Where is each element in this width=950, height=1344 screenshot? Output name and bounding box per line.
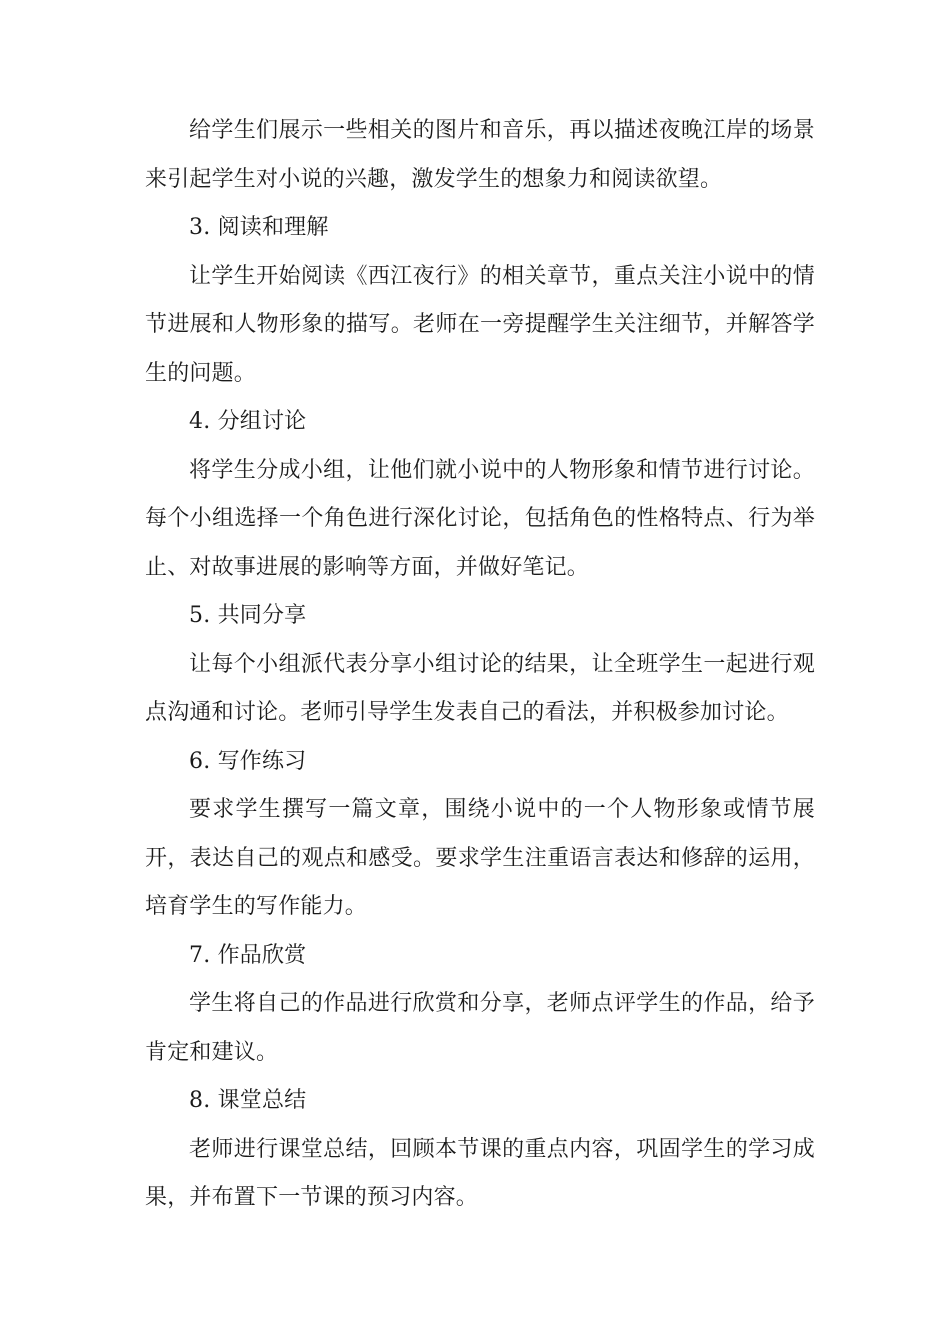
- heading-step-3: 3. 阅读和理解: [189, 215, 329, 240]
- heading-step-7: 7. 作品欣赏: [189, 942, 307, 968]
- paragraph-step-8: 老师进行课堂总结，回顾本节课的重点内容，巩固学生的学习成果，并布置下一节课的预习内容。: [145, 1136, 815, 1210]
- heading-step-5: 5. 共同分享: [189, 603, 307, 628]
- heading-step-8: 8. 课堂总结: [189, 1088, 307, 1113]
- heading-step-6: 6. 写作练习: [189, 748, 307, 774]
- paragraph-step-6: 要求学生撰写一篇文章，围绕小说中的一个人物形象或情节展开，表达自己的观点和感受。要求学生注重语言表达和修辞的运用，培育学生的写作能力。: [145, 797, 815, 919]
- paragraph-step-4: 将学生分成小组，让他们就小说中的人物形象和情节进行讨论。每个小组选择一个角色进行深化讨论，包括角色的性格特点、行为举止、对故事进展的影响等方面，并做好笔记。: [145, 457, 815, 580]
- paragraph-step-5: 让每个小组派代表分享小组讨论的结果，让全班学生一起进行观点沟通和讨论。老师引导学生发表自己的看法，并积极参加讨论。: [145, 651, 815, 725]
- heading-step-4: 4. 分组讨论: [189, 409, 307, 434]
- paragraph-step-7: 学生将自己的作品进行欣赏和分享，老师点评学生的作品，给予肯定和建议。: [145, 991, 815, 1065]
- paragraph-intro-activity: 给学生们展示一些相关的图片和音乐，再以描述夜晚江岸的场景来引起学生对小说的兴趣，激发学生的想象力和阅读欲望。: [145, 118, 815, 192]
- paragraph-step-3: 让学生开始阅读《西江夜行》的相关章节，重点关注小说中的情节进展和人物形象的描写。老师在一旁提醒学生关注细节，并解答学生的问题。: [145, 263, 815, 386]
- document-body: [145, 107, 815, 1223]
